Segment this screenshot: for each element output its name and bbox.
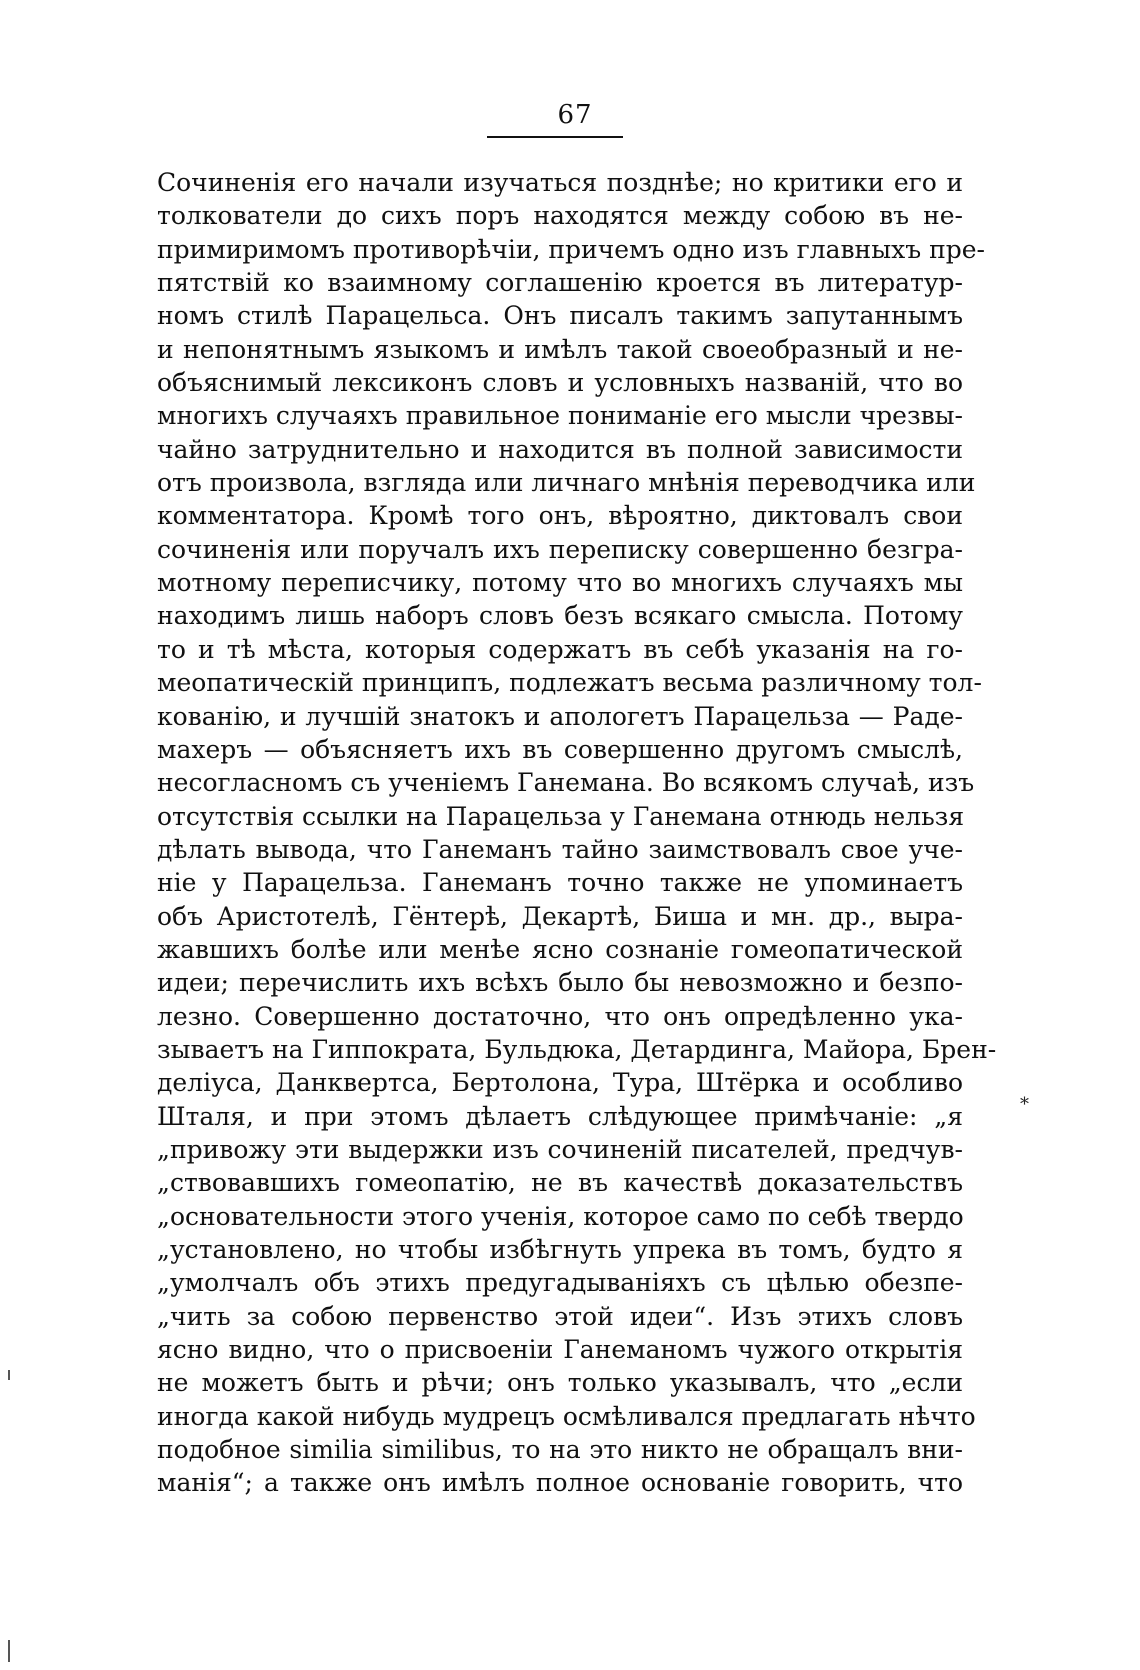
text-line: жавшихъ болѣе или менѣе ясно сознаніе гомеопатической <box>157 934 963 964</box>
text-line: многихъ случаяхъ правильное пониманіе его мысли чрезвы- <box>157 401 963 431</box>
text-line: мотному переписчику, потому что во многихъ случаяхъ мы <box>157 568 963 598</box>
text-line: Сочиненія его начали изучаться позднѣе; но критики его и <box>157 168 963 197</box>
text-line: не можетъ быть и рѣчи; онъ только указывалъ, что „если <box>157 1368 963 1398</box>
page-number: 67 <box>557 100 593 130</box>
text-line: то и тѣ мѣста, которыя содержатъ въ себѣ указанія на го- <box>157 634 963 664</box>
text-line: дѣлать вывода, что Ганеманъ тайно заимствовалъ свое уче- <box>157 834 963 864</box>
text-line: ніе у Парацельза. Ганеманъ точно также не упоминаетъ <box>157 868 963 898</box>
text-line: объяснимый лексиконъ словъ и условныхъ названій, что во <box>157 368 963 398</box>
text-line: кованію, и лучшій знатокъ и апологетъ Парацельза — Раде- <box>157 701 963 731</box>
text-line: лезно. Совершенно достаточно, что онъ опредѣленно ука- <box>157 1001 963 1031</box>
text-line: толкователи до сихъ поръ находятся между собою въ не- <box>157 201 963 231</box>
text-line: иногда какой нибудь мудрецъ осмѣливался предлагать нѣчто <box>157 1401 976 1431</box>
text-line: пятствій ко взаимному соглашенію кроется въ литератур- <box>157 268 963 298</box>
text-line: номъ стилѣ Парацельса. Онъ писалъ такимъ запутаннымъ <box>157 301 963 331</box>
text-line: „основательности этого ученія, которое само по себѣ твердо <box>157 1201 964 1231</box>
text-line: зываетъ на Гиппократа, Бульдюка, Детардинга, Майора, Брен- <box>157 1034 997 1064</box>
text-line: объ Аристотелѣ, Гёнтерѣ, Декартѣ, Биша и мн. др., выра- <box>157 901 963 931</box>
text-line: „установлено, но чтобы избѣгнуть упрека въ томъ, будто я <box>157 1235 963 1264</box>
text-line: чайно затруднительно и находится въ полной зависимости <box>157 434 963 464</box>
text-line: Шталя, и при этомъ дѣлаетъ слѣдующее примѣчаніе: „я <box>157 1101 963 1131</box>
page-number-rule <box>487 136 623 138</box>
scan-margin-mark <box>8 1640 10 1662</box>
text-line: деліуса, Данквертса, Бертолона, Тура, Штёрка и особливо <box>157 1068 963 1098</box>
text-line: „ствовавшихъ гомеопатію, не въ качествѣ доказательствъ <box>157 1168 963 1198</box>
text-line: примиримомъ противорѣчіи, причемъ одно изъ главныхъ пре- <box>157 234 985 264</box>
text-line: сочиненія или поручалъ ихъ переписку совершенно безгра- <box>157 534 963 564</box>
text-line: идеи; перечислить ихъ всѣхъ было бы невозможно и безпо- <box>157 968 963 998</box>
text-line: подобное similia similibus, то на это никто не обращалъ вни- <box>157 1435 963 1465</box>
text-line: махеръ — объясняетъ ихъ въ совершенно другомъ смыслѣ, <box>157 734 963 764</box>
footer-mark: * <box>1020 1094 1029 1115</box>
text-line: и непонятнымъ языкомъ и имѣлъ такой своеобразный и не- <box>157 334 963 364</box>
text-line: ясно видно, что о присвоеніи Ганеманомъ чужого открытія <box>157 1335 963 1365</box>
text-line: находимъ лишь наборъ словъ безъ всякаго смысла. Потому <box>157 601 963 631</box>
body-text <box>157 166 997 1500</box>
text-line: меопатическій принципъ, подлежатъ весьма различному тол- <box>157 668 982 698</box>
text-line: отсутствія ссылки на Парацельза у Ганемана отнюдь нельзя <box>157 801 965 831</box>
text-line: отъ произвола, взгляда или личнаго мнѣнія переводчика или <box>157 468 976 498</box>
scan-margin-mark <box>8 1370 10 1380</box>
text-line: „чить за собою первенство этой идеи“. Изъ этихъ словъ <box>157 1301 963 1331</box>
text-line: несогласномъ съ ученіемъ Ганемана. Во всякомъ случаѣ, изъ <box>157 768 975 798</box>
text-line: манія“; а также онъ имѣлъ полное основаніе говорить, что <box>157 1468 963 1498</box>
text-line: комментатора. Кромѣ того онъ, вѣроятно, диктовалъ свои <box>157 501 963 531</box>
text-line: „привожу эти выдержки изъ сочиненій писателей, предчув- <box>157 1134 963 1164</box>
text-line: „умолчалъ объ этихъ предугадываніяхъ съ цѣлью обезпе- <box>157 1268 963 1298</box>
